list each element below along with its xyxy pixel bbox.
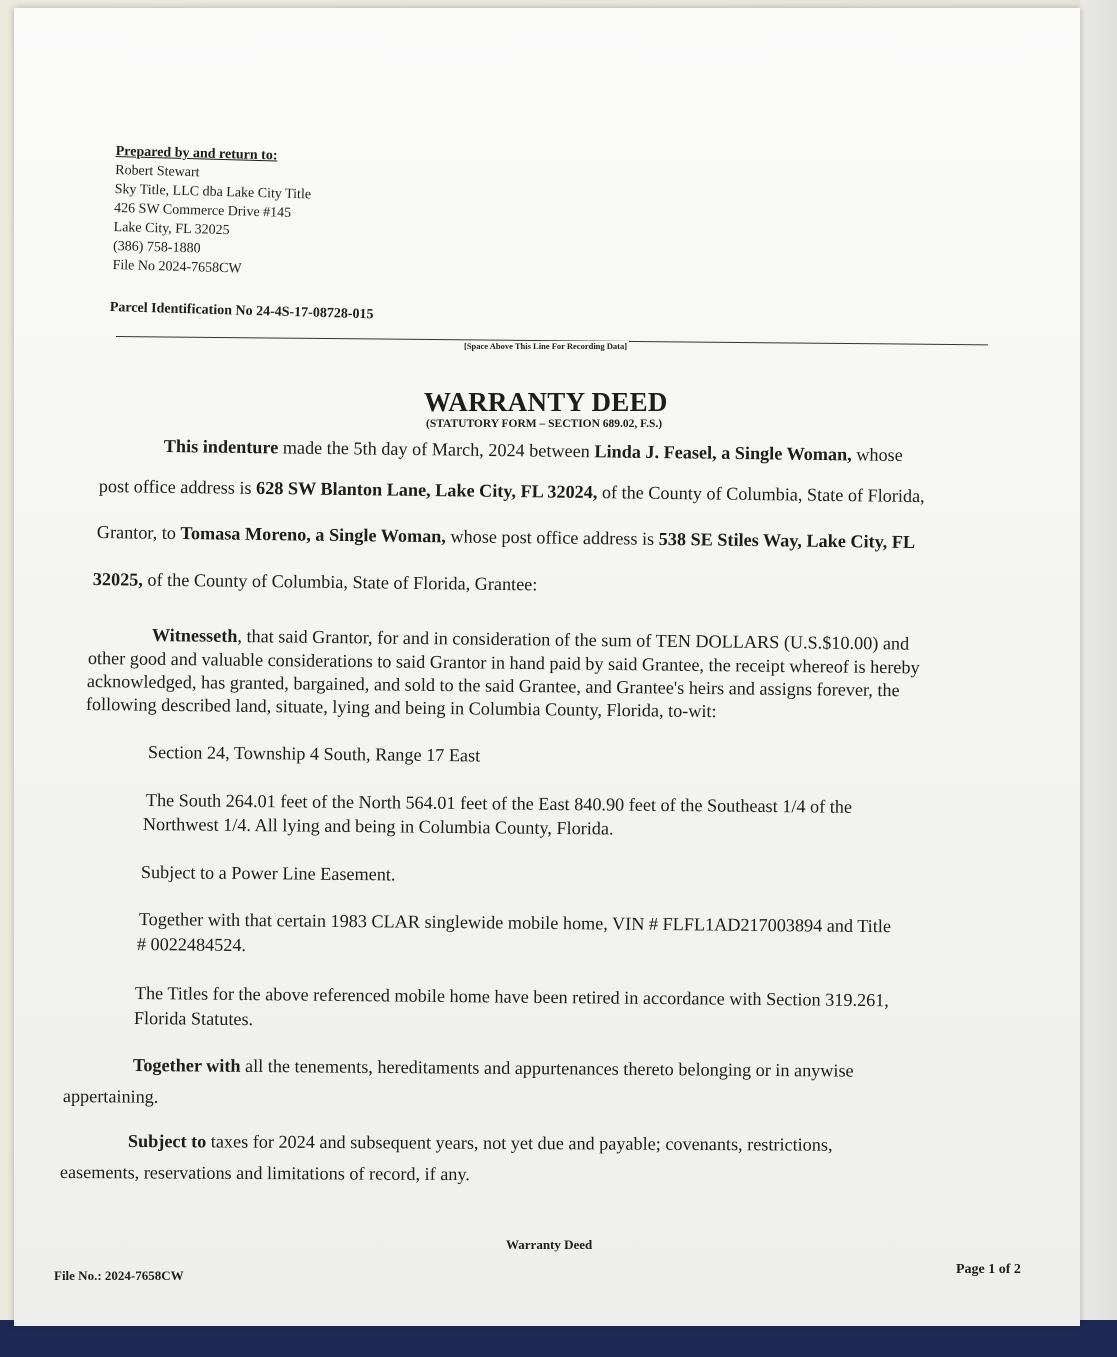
recording-note: [Space Above This Line For Recording Data] <box>464 341 628 351</box>
grantor-address: 628 SW Blanton Lane, Lake City, FL 32024, <box>256 477 598 503</box>
witness-line-4: following described land, situate, lying and being in Columbia County, Florida, to-wit: <box>85 694 717 722</box>
parcel-id: Parcel Identification No 24-4S-17-08728-015 <box>109 300 374 323</box>
mobile-home-line-2: # 0022484524. <box>136 934 247 956</box>
subject-line-1 <box>128 1131 833 1156</box>
legal-description-line-1: The South 264.01 feet of the North 564.01 feet of the East 840.90 feet of the Southeast 1/4 of the <box>145 790 853 817</box>
grantor-name: Linda J. Feasel, a Single Woman, <box>594 441 852 465</box>
grantee-address: 538 SE Stiles Way, Lake City, FL <box>658 528 916 552</box>
page-edge <box>1080 0 1117 1330</box>
indenture-text: of the County of Columbia, State of Florida, <box>597 482 925 507</box>
subject-line-2: easements, reservations and limitations of record, if any. <box>59 1162 470 1185</box>
easement-note: Subject to a Power Line Easement. <box>140 862 396 885</box>
together-line-2: appertaining. <box>62 1086 159 1107</box>
titles-line-2: Florida Statutes. <box>133 1008 254 1030</box>
footer-document-name: Warranty Deed <box>506 1237 593 1252</box>
indenture-text: of the County of Columbia, State of Florida, Grantee: <box>142 569 538 595</box>
prepared-by-block <box>112 142 312 280</box>
subject-text: taxes for 2024 and subsequent years, not yet due and payable; covenants, restrictions, <box>206 1131 833 1155</box>
witness-line-3: acknowledged, has granted, bargained, and sold to the said Grantee, and Grantee's heirs and assigns forever, the <box>86 671 900 701</box>
witness-text: , that said Grantor, for and in consideration of the sum of TEN DOLLARS (U.S.$10.00) and <box>237 625 910 654</box>
together-text: all the tenements, hereditaments and appurtenances thereto belonging or in anywise <box>240 1055 854 1081</box>
witness-lead: Witnesseth <box>151 625 238 646</box>
legal-description-line-2: Northwest 1/4. All lying and being in Columbia County, Florida. <box>142 814 614 839</box>
titles-line-1: The Titles for the above referenced mobile home have been retired in accordance with Section 319.261, <box>134 983 889 1011</box>
preparer-name: Robert Stewart <box>114 162 200 181</box>
indenture-text: post office address is <box>98 476 257 498</box>
indenture-text: made the 5th day of March, 2024 between <box>278 437 595 462</box>
grantee-zip: 32025, <box>92 569 144 590</box>
indenture-text: Grantor, to <box>96 522 181 544</box>
subject-lead: Subject to <box>127 1131 207 1152</box>
indenture-lead: This indenture <box>163 436 279 458</box>
mobile-home-line-1: Together with that certain 1983 CLAR singlewide mobile home, VIN # FLFL1AD217003894 and Title <box>138 909 892 937</box>
file-number: File No 2024-7658CW <box>112 257 242 277</box>
preparer-address-line2: Lake City, FL 32025 <box>113 219 230 239</box>
witness-line-2: other good and valuable considerations to said Grantor in hand paid by said Grantee, the receipt whereof is hereby <box>87 648 920 678</box>
footer-file-number: File No.: 2024-7658CW <box>54 1268 184 1283</box>
indenture-text: whose post office address is <box>445 526 659 549</box>
preparer-address-line1: 426 SW Commerce Drive #145 <box>113 200 292 221</box>
legal-section: Section 24, Township 4 South, Range 17 East <box>147 742 481 766</box>
prepared-label: Prepared by and return to: <box>115 143 278 164</box>
grantee-name: Tomasa Moreno, a Single Woman, <box>180 523 447 547</box>
document-title: WARRANTY DEED <box>424 387 668 417</box>
footer-page-number: Page 1 of 2 <box>956 1262 1021 1277</box>
together-lead: Together with <box>132 1055 241 1076</box>
preparer-company: Sky Title, LLC dba Lake City Title <box>114 181 312 203</box>
document-subtitle: (STATUTORY FORM – SECTION 689.02, F.S.) <box>426 418 663 430</box>
indenture-text: whose <box>851 444 903 466</box>
preparer-phone: (386) 758-1880 <box>112 238 201 257</box>
